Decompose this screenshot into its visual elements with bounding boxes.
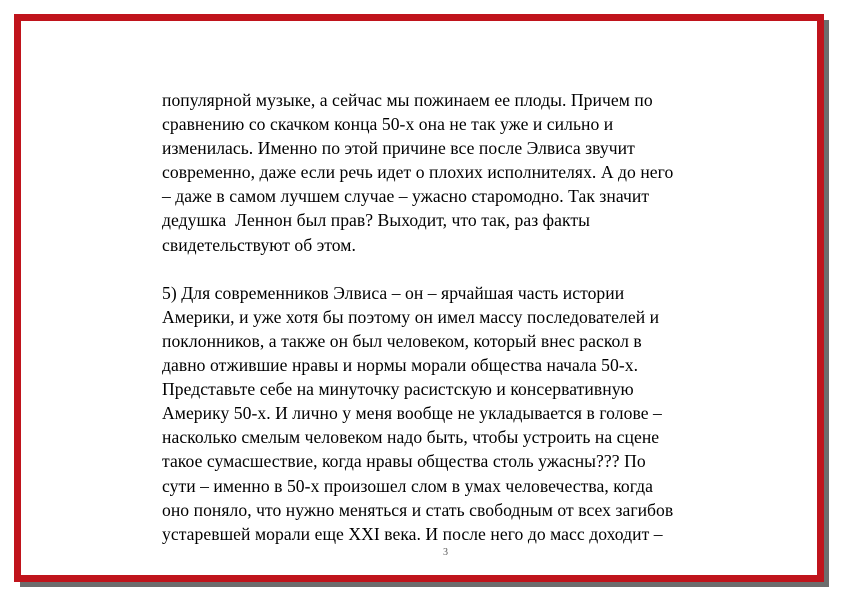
text-line: Представьте себе на минуточку расистскую и консервативную <box>162 379 634 400</box>
text-line: поклонников, а также он был человеком, который внес раскол в <box>162 330 642 351</box>
text-line: популярной музыке, а сейчас мы пожинаем ее плоды. Причем по <box>162 90 653 110</box>
text-line: сравнению со скачком конца 50-х она не так уже и сильно и <box>162 114 614 135</box>
frame-shadow-right <box>824 20 829 587</box>
text-line: насколько смелым человеком надо быть, чтобы устроить на сцене <box>162 427 660 448</box>
text-line: Америку 50-х. И лично у меня вообще не укладывается в голове – <box>162 403 662 424</box>
text-line: сути – именно в 50-х произошел слом в умах человечества, когда <box>162 475 654 496</box>
paragraph-1 <box>162 88 762 257</box>
text-line: Америки, и уже хотя бы поэтому он имел массу последователей и <box>162 306 660 327</box>
text-line: оно поняло, что нужно меняться и стать свободным от всех загибов <box>162 499 674 520</box>
text-line: давно отжившие нравы и нормы морали общества начала 50-х. <box>162 355 639 376</box>
text-line: 5) Для современников Элвиса – он – ярчайшая часть истории <box>162 282 625 303</box>
text-line: такое сумасшествие, когда нравы общества столь ужасны??? По <box>162 451 646 472</box>
page-number: 3 <box>443 547 448 558</box>
paragraph-2 <box>162 281 762 546</box>
text-line: современно, даже если речь идет о плохих исполнителях. А до него <box>162 162 674 183</box>
body-text <box>162 88 762 546</box>
text-line: дедушка Леннон был прав? Выходит, что так, раз факты <box>162 210 590 231</box>
text-line: – даже в самом лучшем случае – ужасно старомодно. Так значит <box>162 186 650 207</box>
frame-shadow-bottom <box>20 582 829 587</box>
paragraph-spacer <box>162 257 762 281</box>
text-line: изменилась. Именно по этой причине все после Элвиса звучит <box>162 138 635 159</box>
text-line: свидетельствуют об этом. <box>162 234 356 255</box>
text-line: устаревшей морали еще XXI века. И после него до масс доходит – <box>162 523 663 544</box>
